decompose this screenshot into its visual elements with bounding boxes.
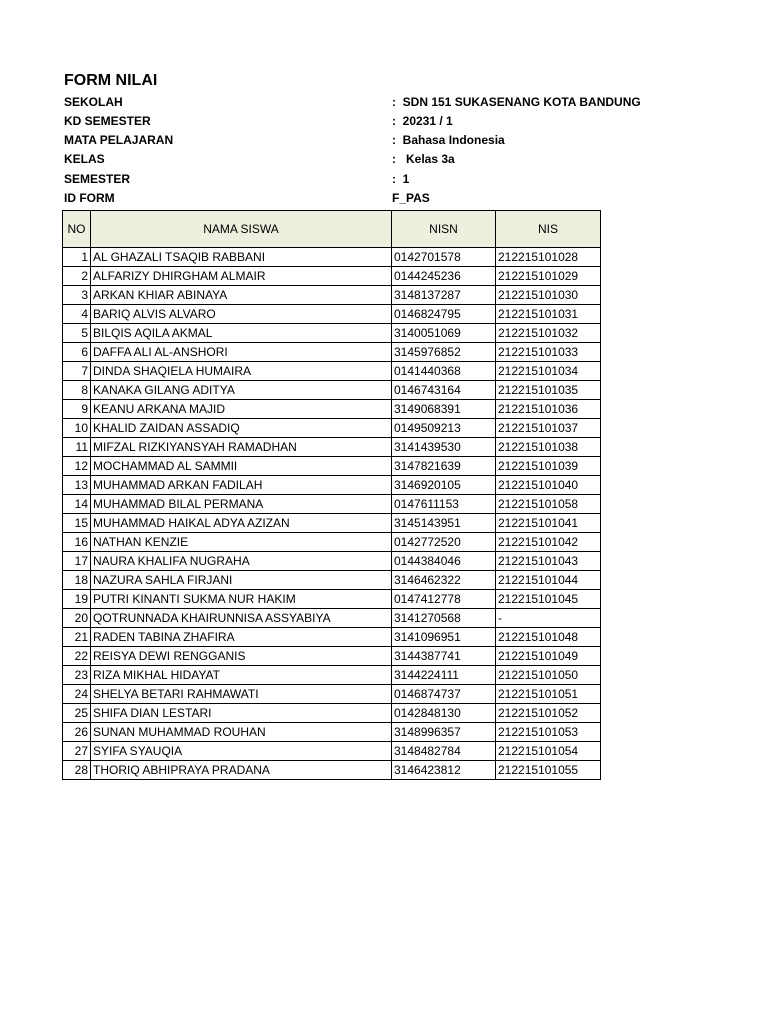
cell-nisn: 3148482784 [392,742,496,761]
cell-name: ARKAN KHIAR ABINAYA [91,286,392,305]
table-row [63,571,601,590]
cell-nis: 212215101048 [496,628,601,647]
meta-label-subject: MATA PELAJARAN [64,133,174,147]
cell-nisn: 3144387741 [392,647,496,666]
cell-no: 16 [63,533,91,552]
table-row [63,400,601,419]
meta-label-semester: SEMESTER [64,172,131,186]
student-table [62,210,601,780]
cell-no: 6 [63,343,91,362]
cell-nis: 212215101030 [496,286,601,305]
table-row [63,685,601,704]
cell-nisn: 0147412778 [392,590,496,609]
meta-value-form-id: F_PAS [392,191,430,205]
table-row [63,552,601,571]
table-row [63,419,601,438]
cell-nisn: 0142772520 [392,533,496,552]
table-header-row [63,211,601,248]
cell-name: KANAKA GILANG ADITYA [91,381,392,400]
cell-nisn: 3146423812 [392,761,496,780]
meta-row-subject [64,131,604,150]
cell-nisn: 0144384046 [392,552,496,571]
table-row [63,666,601,685]
meta-value-school: : SDN 151 SUKASENANG KOTA BANDUNG [392,95,641,109]
cell-name: SUNAN MUHAMMAD ROUHAN [91,723,392,742]
table-row [63,647,601,666]
table-row [63,628,601,647]
cell-name: MUHAMMAD ARKAN FADILAH [91,476,392,495]
cell-nis: 212215101052 [496,704,601,723]
meta-label-form-id: ID FORM [64,191,115,205]
cell-name: AL GHAZALI TSAQIB RABBANI [91,248,392,267]
form-title: FORM NILAI [64,72,158,89]
cell-nisn: 0142848130 [392,704,496,723]
cell-no: 17 [63,552,91,571]
cell-nisn: 0142701578 [392,248,496,267]
table-row [63,438,601,457]
table-row [63,742,601,761]
cell-nis: 212215101036 [496,400,601,419]
cell-nisn: 3141270568 [392,609,496,628]
cell-nis: 212215101053 [496,723,601,742]
table-row [63,457,601,476]
cell-no: 27 [63,742,91,761]
cell-no: 10 [63,419,91,438]
header-no: NO [63,211,91,248]
cell-name: MIFZAL RIZKIYANSYAH RAMADHAN [91,438,392,457]
table-row [63,761,601,780]
cell-no: 1 [63,248,91,267]
cell-no: 19 [63,590,91,609]
cell-no: 20 [63,609,91,628]
cell-nis: 212215101055 [496,761,601,780]
cell-no: 11 [63,438,91,457]
cell-no: 7 [63,362,91,381]
header-nisn: NISN [392,211,496,248]
cell-nisn: 0146743164 [392,381,496,400]
table-row [63,609,601,628]
cell-nis: 212215101028 [496,248,601,267]
cell-nisn: 3144224111 [392,666,496,685]
meta-value-semester: : 1 [392,172,410,186]
cell-nisn: 0141440368 [392,362,496,381]
cell-no: 2 [63,267,91,286]
cell-nis: - [496,609,601,628]
cell-nisn: 3145143951 [392,514,496,533]
cell-nisn: 3146462322 [392,571,496,590]
cell-nisn: 3149068391 [392,400,496,419]
cell-name: SHIFA DIAN LESTARI [91,704,392,723]
cell-no: 5 [63,324,91,343]
cell-name: KEANU ARKANA MAJID [91,400,392,419]
cell-no: 12 [63,457,91,476]
cell-nis: 212215101042 [496,533,601,552]
meta-row-kd-semester [64,112,604,131]
cell-name: ALFARIZY DHIRGHAM ALMAIR [91,267,392,286]
cell-nisn: 0149509213 [392,419,496,438]
cell-nisn: 3141096951 [392,628,496,647]
cell-no: 15 [63,514,91,533]
cell-name: DAFFA ALI AL-ANSHORI [91,343,392,362]
meta-label-class: KELAS [64,152,105,166]
cell-nisn: 3141439530 [392,438,496,457]
cell-no: 28 [63,761,91,780]
cell-nis: 212215101044 [496,571,601,590]
table-body [63,248,601,780]
cell-nis: 212215101038 [496,438,601,457]
cell-nis: 212215101051 [496,685,601,704]
cell-nisn: 3146920105 [392,476,496,495]
cell-name: MUHAMMAD BILAL PERMANA [91,495,392,514]
table-row [63,267,601,286]
cell-name: RIZA MIKHAL HIDAYAT [91,666,392,685]
cell-name: NATHAN KENZIE [91,533,392,552]
cell-name: SHELYA BETARI RAHMAWATI [91,685,392,704]
table-row [63,324,601,343]
cell-nis: 212215101043 [496,552,601,571]
cell-name: NAURA KHALIFA NUGRAHA [91,552,392,571]
cell-nisn: 3140051069 [392,324,496,343]
cell-name: BARIQ ALVIS ALVARO [91,305,392,324]
table-row [63,381,601,400]
cell-no: 21 [63,628,91,647]
cell-name: DINDA SHAQIELA HUMAIRA [91,362,392,381]
cell-nisn: 3148996357 [392,723,496,742]
table-row [63,305,601,324]
cell-name: REISYA DEWI RENGGANIS [91,647,392,666]
cell-name: NAZURA SAHLA FIRJANI [91,571,392,590]
cell-no: 13 [63,476,91,495]
cell-nisn: 3148137287 [392,286,496,305]
table-row [63,704,601,723]
cell-nisn: 3147821639 [392,457,496,476]
meta-row-semester [64,170,604,189]
meta-label-school: SEKOLAH [64,95,123,109]
table-row [63,495,601,514]
cell-name: MOCHAMMAD AL SAMMII [91,457,392,476]
meta-value-class: : Kelas 3a [392,152,455,166]
cell-no: 22 [63,647,91,666]
cell-nis: 212215101041 [496,514,601,533]
table-row [63,248,601,267]
cell-name: SYIFA SYAUQIA [91,742,392,761]
cell-nis: 212215101058 [496,495,601,514]
table-row [63,362,601,381]
cell-no: 26 [63,723,91,742]
cell-nis: 212215101031 [496,305,601,324]
table-row [63,590,601,609]
cell-no: 25 [63,704,91,723]
cell-name: BILQIS AQILA AKMAL [91,324,392,343]
cell-no: 3 [63,286,91,305]
cell-nis: 212215101035 [496,381,601,400]
table-row [63,343,601,362]
table-row [63,533,601,552]
table-row [63,286,601,305]
cell-nis: 212215101029 [496,267,601,286]
cell-nis: 212215101054 [496,742,601,761]
cell-nis: 212215101039 [496,457,601,476]
table-row [63,514,601,533]
header-nis: NIS [496,211,601,248]
meta-value-kd-semester: : 20231 / 1 [392,114,453,128]
header-name: NAMA SISWA [91,211,392,248]
cell-nis: 212215101032 [496,324,601,343]
cell-no: 9 [63,400,91,419]
cell-name: THORIQ ABHIPRAYA PRADANA [91,761,392,780]
cell-nis: 212215101033 [496,343,601,362]
cell-nis: 212215101040 [496,476,601,495]
meta-label-kd-semester: KD SEMESTER [64,114,151,128]
cell-no: 23 [63,666,91,685]
cell-nisn: 0147611153 [392,495,496,514]
cell-name: RADEN TABINA ZHAFIRA [91,628,392,647]
cell-nis: 212215101050 [496,666,601,685]
cell-nis: 212215101049 [496,647,601,666]
table-row [63,723,601,742]
cell-name: KHALID ZAIDAN ASSADIQ [91,419,392,438]
table-row [63,476,601,495]
meta-row-class [64,150,604,169]
cell-nisn: 0146824795 [392,305,496,324]
meta-row-school [64,93,641,112]
cell-nis: 212215101034 [496,362,601,381]
cell-no: 8 [63,381,91,400]
cell-name: QOTRUNNADA KHAIRUNNISA ASSYABIYA [91,609,392,628]
cell-no: 24 [63,685,91,704]
cell-nisn: 3145976852 [392,343,496,362]
cell-no: 18 [63,571,91,590]
cell-nisn: 0144245236 [392,267,496,286]
cell-nisn: 0146874737 [392,685,496,704]
cell-no: 14 [63,495,91,514]
meta-value-subject: : Bahasa Indonesia [392,133,505,147]
cell-nis: 212215101037 [496,419,601,438]
cell-nis: 212215101045 [496,590,601,609]
cell-name: PUTRI KINANTI SUKMA NUR HAKIM [91,590,392,609]
meta-row-form-id [64,189,604,208]
cell-name: MUHAMMAD HAIKAL ADYA AZIZAN [91,514,392,533]
cell-no: 4 [63,305,91,324]
